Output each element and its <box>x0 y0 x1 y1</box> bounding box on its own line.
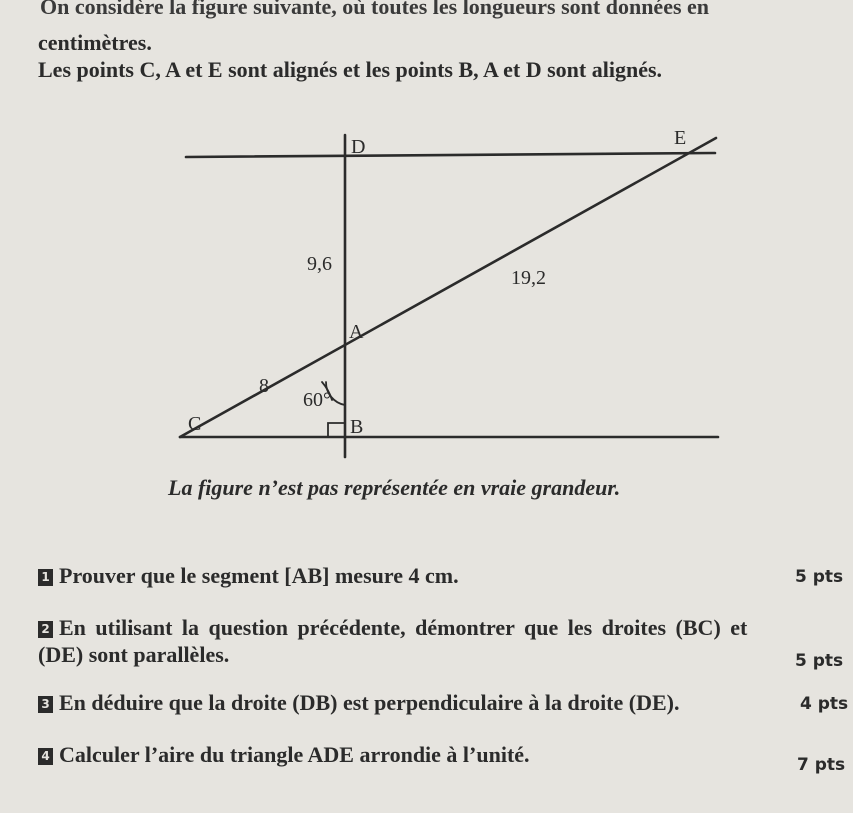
line-DE <box>186 153 715 157</box>
label-B: B <box>350 416 364 438</box>
question-1 <box>38 563 459 589</box>
label-A: A <box>349 321 364 343</box>
length-CA: 8 <box>259 375 269 397</box>
points-4: 7 pts <box>797 755 846 775</box>
question-number-4: 4 <box>38 748 53 765</box>
label-E: E <box>674 127 687 149</box>
points-1: 5 pts <box>795 567 844 587</box>
label-C: C <box>188 413 202 435</box>
figure-caption: La figure n’est pas représentée en vraie grandeur. <box>168 475 621 500</box>
question-2-text-line1: En utilisant la question précédente, démontrer que les droites (BC) et <box>59 615 748 640</box>
intro-line-3: Les points C, A et E sont alignés et les points B, A et D sont alignés. <box>38 57 663 82</box>
length-AE: 19,2 <box>511 267 546 289</box>
geometry-figure <box>0 100 853 470</box>
question-number-2: 2 <box>38 621 53 638</box>
question-4 <box>38 742 530 768</box>
intro-line-1: On considère la figure suivante, où toutes les longueurs sont données en <box>40 0 710 19</box>
right-angle-mark <box>328 423 345 437</box>
points-3: 4 pts <box>800 694 849 714</box>
points-2: 5 pts <box>795 651 844 671</box>
question-3-text: En déduire que la droite (DB) est perpendiculaire à la droite (DE). <box>59 690 680 715</box>
question-number-3: 3 <box>38 696 53 713</box>
question-number-1: 1 <box>38 569 53 586</box>
label-D: D <box>351 136 366 158</box>
length-AD: 9,6 <box>307 253 332 275</box>
question-3 <box>38 690 679 716</box>
angle-value: 60° <box>303 389 331 411</box>
question-2 <box>38 615 747 641</box>
intro-line-2: centimètres. <box>38 30 152 55</box>
question-2-line2: (DE) sont parallèles. <box>38 642 230 667</box>
question-1-text: Prouver que le segment [AB] mesure 4 cm. <box>59 563 459 588</box>
question-4-text: Calculer l’aire du triangle ADE arrondie à l’unité. <box>59 742 530 767</box>
